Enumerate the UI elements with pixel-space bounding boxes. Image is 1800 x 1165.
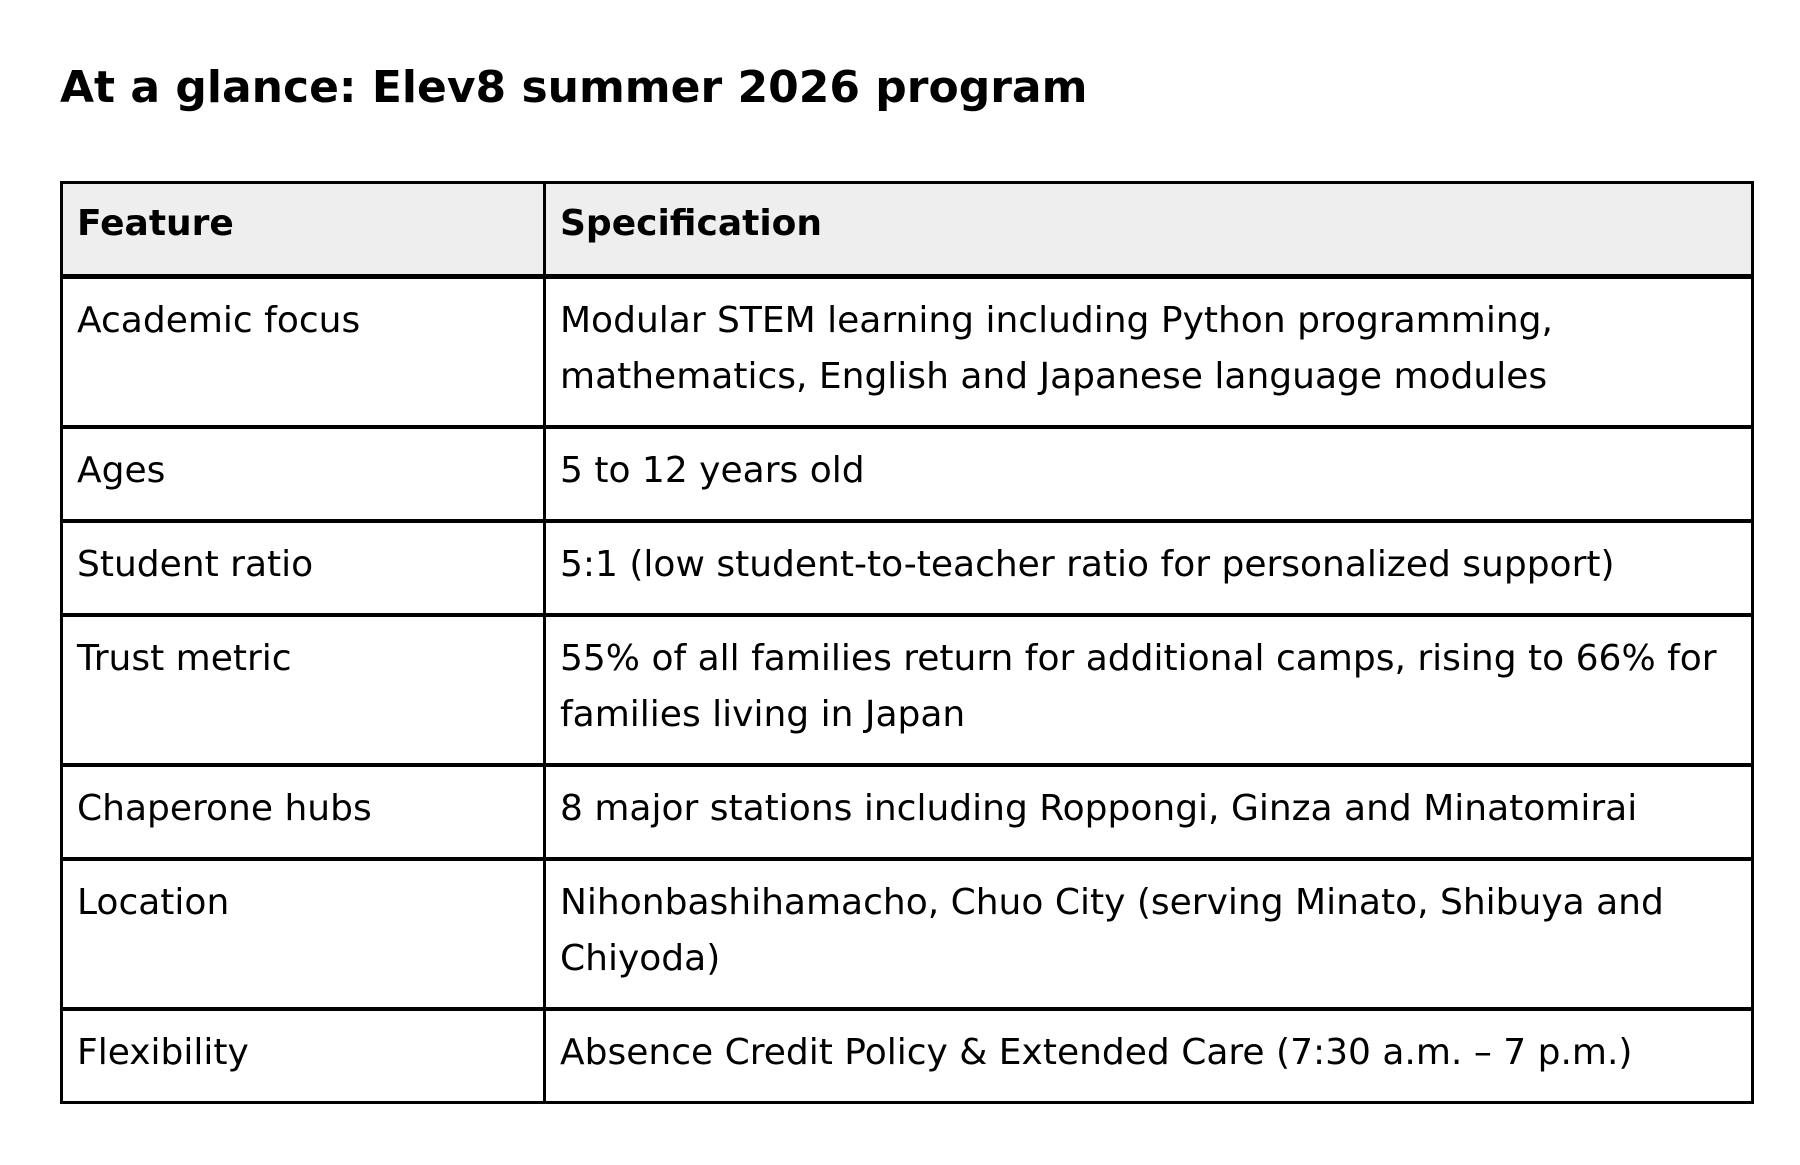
specification-cell: Modular STEM learning including Python programming, mathematics, English and Japanese language modules bbox=[545, 277, 1753, 428]
page-title: At a glance: Elev8 summer 2026 program bbox=[60, 62, 1088, 113]
specification-cell: 5:1 (low student-to-teacher ratio for personalized support) bbox=[545, 521, 1753, 615]
table-body bbox=[62, 277, 1753, 1103]
table-row bbox=[62, 765, 1753, 859]
feature-cell: Flexibility bbox=[62, 1009, 545, 1103]
table-row bbox=[62, 521, 1753, 615]
feature-cell: Location bbox=[62, 859, 545, 1009]
specification-cell: 55% of all families return for additional camps, rising to 66% for families living in Japan bbox=[545, 615, 1753, 765]
specification-cell: Nihonbashihamacho, Chuo City (serving Minato, Shibuya and Chiyoda) bbox=[545, 859, 1753, 1009]
table-row bbox=[62, 615, 1753, 765]
specification-cell: Absence Credit Policy & Extended Care (7:30 a.m. – 7 p.m.) bbox=[545, 1009, 1753, 1103]
feature-cell: Academic focus bbox=[62, 277, 545, 428]
table-row bbox=[62, 277, 1753, 428]
table-row bbox=[62, 427, 1753, 521]
feature-cell: Chaperone hubs bbox=[62, 765, 545, 859]
feature-cell: Student ratio bbox=[62, 521, 545, 615]
specification-cell: 5 to 12 years old bbox=[545, 427, 1753, 521]
table-header-row bbox=[62, 183, 1753, 277]
feature-cell: Ages bbox=[62, 427, 545, 521]
table-row bbox=[62, 1009, 1753, 1103]
table-header bbox=[62, 183, 1753, 277]
feature-cell: Trust metric bbox=[62, 615, 545, 765]
table-row bbox=[62, 859, 1753, 1009]
program-spec-table bbox=[60, 181, 1754, 1104]
specification-cell: 8 major stations including Roppongi, Ginza and Minatomirai bbox=[545, 765, 1753, 859]
column-header-specification: Specification bbox=[545, 183, 1753, 277]
column-header-feature: Feature bbox=[62, 183, 545, 277]
